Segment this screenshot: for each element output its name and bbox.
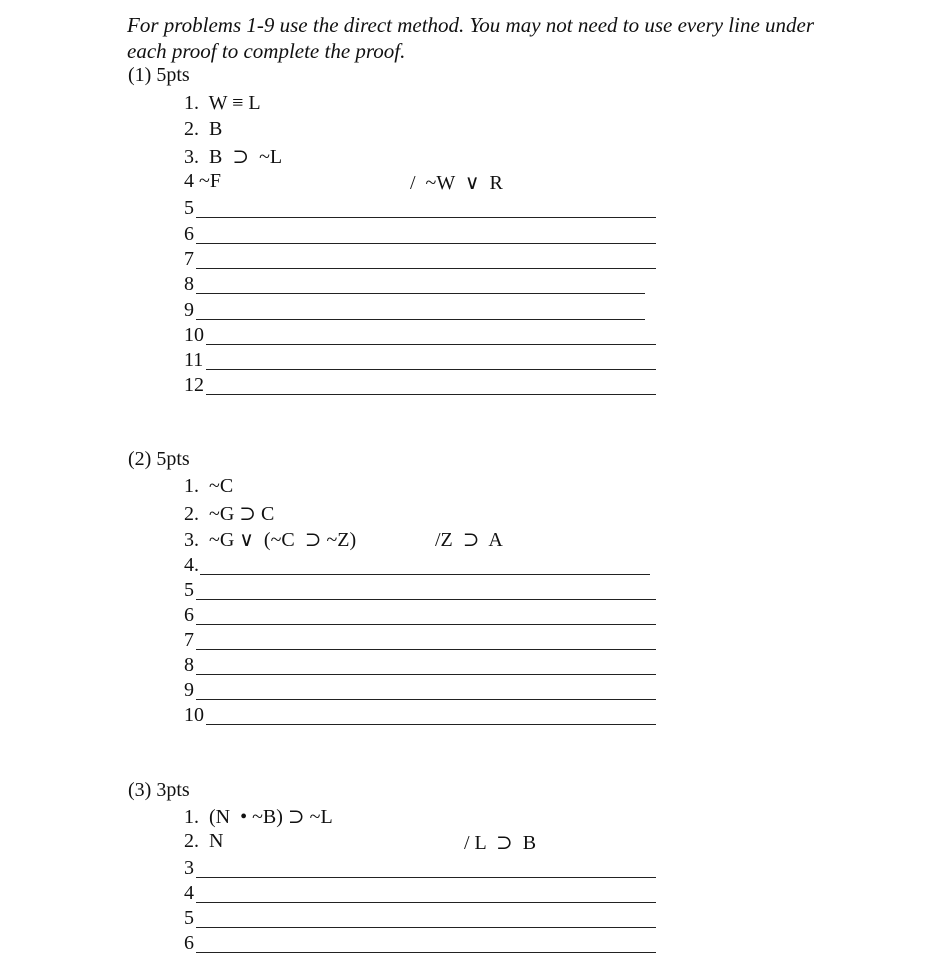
answer-rule bbox=[206, 724, 656, 725]
problem-1-premise-4: 4 ~F bbox=[184, 170, 221, 192]
problem-3-premise-2: 2. N bbox=[184, 830, 224, 852]
problem-2-line-4[interactable] bbox=[184, 551, 650, 575]
line-number: 6 bbox=[184, 932, 194, 954]
answer-rule bbox=[196, 599, 656, 600]
line-number: 9 bbox=[184, 679, 194, 701]
line-number: 7 bbox=[184, 629, 194, 651]
line-number: 5 bbox=[184, 197, 194, 219]
line-number: 8 bbox=[184, 654, 194, 676]
instructions bbox=[127, 12, 814, 64]
problem-1-premise-1: 1. W ≡ L bbox=[184, 92, 261, 114]
line-number: 5 bbox=[184, 907, 194, 929]
answer-rule bbox=[206, 369, 656, 370]
line-number: 9 bbox=[184, 299, 194, 321]
answer-rule bbox=[196, 877, 656, 878]
line-number: 7 bbox=[184, 248, 194, 270]
line-number: 8 bbox=[184, 273, 194, 295]
problem-2-premise-3: 3. ~G ∨ (~C ⊃ ~Z) bbox=[184, 529, 357, 551]
line-number: 3 bbox=[184, 857, 194, 879]
problem-1-line-5[interactable] bbox=[184, 194, 656, 218]
problem-3-heading: (3) 3pts bbox=[128, 779, 190, 801]
problem-1-line-9[interactable] bbox=[184, 296, 645, 320]
line-number: 6 bbox=[184, 223, 194, 245]
answer-rule bbox=[196, 217, 656, 218]
problem-3-conclusion: / L ⊃ B bbox=[464, 832, 537, 854]
line-number: 10 bbox=[184, 324, 204, 346]
problem-2-line-8[interactable] bbox=[184, 651, 656, 675]
problem-3-line-3[interactable] bbox=[184, 854, 656, 878]
line-number: 5 bbox=[184, 579, 194, 601]
problem-3-line-5[interactable] bbox=[184, 904, 656, 928]
problem-2-line-10[interactable] bbox=[184, 701, 656, 725]
problem-2-conclusion: /Z ⊃ A bbox=[435, 529, 503, 551]
instructions-line-1: For problems 1-9 use the direct method. You may not need to use every line under bbox=[127, 13, 815, 37]
problem-3-line-6[interactable] bbox=[184, 929, 656, 953]
problem-1-line-6[interactable] bbox=[184, 220, 656, 244]
problem-3-line-4[interactable] bbox=[184, 879, 656, 903]
problem-2-line-9[interactable] bbox=[184, 676, 656, 700]
problem-2-line-7[interactable] bbox=[184, 626, 656, 650]
problem-1-line-8[interactable] bbox=[184, 270, 645, 294]
line-number: 4 bbox=[184, 882, 194, 904]
answer-rule bbox=[196, 319, 645, 320]
answer-rule bbox=[196, 699, 656, 700]
problem-1-heading: (1) 5pts bbox=[128, 64, 190, 86]
answer-rule bbox=[196, 674, 656, 675]
problem-2-line-6[interactable] bbox=[184, 601, 656, 625]
problem-3-premise-1: 1. (N • ~B) ⊃ ~L bbox=[184, 806, 333, 828]
answer-rule bbox=[196, 293, 645, 294]
line-number: 11 bbox=[184, 349, 204, 371]
line-number: 10 bbox=[184, 704, 204, 726]
instructions-line-2: each proof to complete the proof. bbox=[127, 39, 406, 63]
problem-1-line-11[interactable] bbox=[184, 346, 656, 370]
answer-rule bbox=[200, 574, 650, 575]
answer-rule bbox=[196, 243, 656, 244]
problem-2-premise-1: 1. ~C bbox=[184, 475, 234, 497]
answer-rule bbox=[196, 902, 656, 903]
problem-1-conclusion: / ~W ∨ R bbox=[410, 172, 503, 194]
answer-rule bbox=[196, 952, 656, 953]
problem-2-premise-2: 2. ~G ⊃ C bbox=[184, 503, 275, 525]
line-number: 6 bbox=[184, 604, 194, 626]
answer-rule bbox=[196, 649, 656, 650]
problem-2-heading: (2) 5pts bbox=[128, 448, 190, 470]
line-number: 4. bbox=[184, 554, 199, 576]
answer-rule bbox=[196, 268, 656, 269]
answer-rule bbox=[206, 344, 656, 345]
answer-rule bbox=[196, 927, 656, 928]
answer-rule bbox=[206, 394, 656, 395]
problem-2-line-5[interactable] bbox=[184, 576, 656, 600]
problem-1-line-12[interactable] bbox=[184, 371, 656, 395]
line-number: 12 bbox=[184, 374, 204, 396]
problem-1-line-7[interactable] bbox=[184, 245, 656, 269]
problem-1-premise-2: 2. B bbox=[184, 118, 223, 140]
problem-1-line-10[interactable] bbox=[184, 321, 656, 345]
answer-rule bbox=[196, 624, 656, 625]
problem-1-premise-3: 3. B ⊃ ~L bbox=[184, 146, 283, 168]
